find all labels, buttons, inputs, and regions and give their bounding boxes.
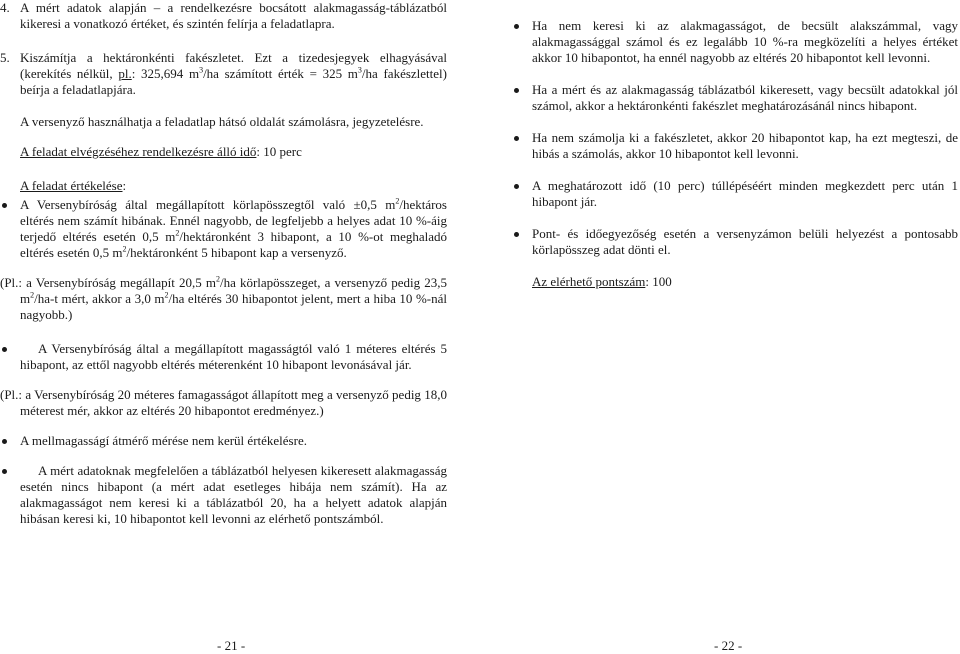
right-page xyxy=(512,0,958,290)
time-line xyxy=(0,144,447,160)
sup-2: 2 xyxy=(215,274,220,284)
time-value: : 10 perc xyxy=(256,144,302,159)
time-label: A feladat elvégzéséhez rendelkezésre álló idő xyxy=(20,144,257,159)
sup-3: 3 xyxy=(199,65,204,75)
item-5-text-d: /ha fakészlettel) beírja a feladatlapjára. xyxy=(20,66,447,97)
left-bullet-3: A mellmagasságí átmérő mérése nem kerül értékelésre. xyxy=(0,433,447,449)
sup-2: 2 xyxy=(395,196,400,206)
item-5 xyxy=(0,50,447,98)
item-5-text-c: /ha számított érték = 325 m xyxy=(203,66,358,81)
item-5-pl: pl. xyxy=(118,66,132,81)
sup-2: 2 xyxy=(30,290,35,300)
eval-heading-text: A feladat értékelése xyxy=(20,178,123,193)
sup-2: 2 xyxy=(164,290,169,300)
note: A versenyző használhatja a feladatlap hátsó oldalát számolásra, jegyzetelésre. xyxy=(20,114,424,129)
sup-2: 2 xyxy=(122,244,127,254)
right-bullet-2: Ha a mért és az alakmagasság táblázatból kikeresett, vagy becsült adatokkal jól számol, akkor a hektáronkénti fakészlet meghatározásánál nincs hibapont. xyxy=(512,82,958,114)
b1-d: /hektáronként 5 hibapont kap a versenyző. xyxy=(126,245,347,260)
ex1-c: /ha-t mért, akkor a 3,0 m xyxy=(34,291,165,306)
left-bullet-4: A mért adatoknak megfelelően a táblázatból helyesen kikeresett alakmagasság esetén nincs hibapont (a mért adat esetleges hibája nem számít). Ha az alakmagasságot nem keresi ki a táblázatból 20, ha a helyett adatok alapján hibásan keresi ki, 10 hibapontot kell levonni az elérhető pontszámból. xyxy=(0,463,447,527)
item-4-number: 4. xyxy=(0,0,10,15)
item-5-text-b: : 325,694 m xyxy=(131,66,200,81)
sup-3: 3 xyxy=(357,65,362,75)
b1-c: /hektáronként 3 hibapont, a 10 %-ot meghaladó eltérés esetén 0,5 m xyxy=(20,229,448,260)
ex1-a: (Pl.: a Versenybíróság megállapít 20,5 m xyxy=(0,275,216,290)
left-bullet-2: A Versenybíróság által a megállapított magasságtól való 1 méteres eltérés 5 hibapont, az ettől nagyobb eltérés méterenként 10 hibapont levonásával jár. xyxy=(0,341,447,373)
item-4-text: A mért adatok alapján – a rendelkezésre bocsátott alakmagasság-táblázatból kikeresi a vonatkozó értéket, és szintén felírja a feladatlapra. xyxy=(20,0,447,31)
page-number-right: - 22 - xyxy=(714,638,743,653)
example-1 xyxy=(0,275,447,323)
eval-heading xyxy=(0,178,447,194)
right-bullet-5: Pont- és időegyezőség esetén a versenyzámon belüli helyezést a pontosabb körlapösszeg adat dönti el. xyxy=(512,226,958,258)
right-bullet-4: A meghatározott idő (10 perc) túllépéséért minden megkezdett perc után 1 hibapont jár. xyxy=(512,178,958,210)
right-bullet-1: Ha nem keresi ki az alakmagasságot, de becsült alakszámmal, vagy alakmagassággal számol és ez legalább 10 %-ra megközelíti a helyes értéket akkor 10 hibapontot, ha ennél nagyobb az eltérés 20 hibapontot kell levonni. xyxy=(512,18,958,66)
sup-2: 2 xyxy=(175,228,180,238)
left-bullet-1 xyxy=(0,197,447,261)
b1-a: A Versenybíróság által megállapított körlapösszegtől való ±0,5 m xyxy=(20,197,396,212)
item-5-text: Kiszámítja a hektáronkénti fakészletet. Ezt a tizedesjegyek elhagyásával (kerekítés nélkül, xyxy=(20,50,447,81)
points-line xyxy=(512,274,958,290)
ex1-d: /ha eltérés 30 hibapontot jelent, mert a hiba 10 %-nál nagyobb.) xyxy=(20,291,447,322)
right-bullet-3: Ha nem számolja ki a fakészletet, akkor 20 hibapontot kap, ha ezt megteszi, de hibás a számolás, akkor 10 hibapontot kell levonni. xyxy=(512,130,958,162)
points-value: : 100 xyxy=(645,274,672,289)
eval-heading-colon: : xyxy=(122,178,127,193)
example-2: (Pl.: a Versenybíróság 20 méteres famagasságot állapított meg a versenyző pedig 18,0 méterest mér, akkor az eltérés 20 hibapontot eredményez.) xyxy=(0,387,447,418)
page-number-left: - 21 - xyxy=(217,638,246,653)
left-page xyxy=(0,0,447,527)
item-4 xyxy=(0,0,447,32)
ex1-b: /ha körlapösszeget, a versenyző pedig 23,5 m xyxy=(20,275,447,306)
b1-b: /hektáros eltérés nem számít hibának. Ennél nagyobb, de legfeljebb a helyes adat 10 %-áig terjedő eltérés esetén 0,5 m xyxy=(20,197,447,244)
item-5-number: 5. xyxy=(0,50,10,65)
points-label: Az elérhető pontszám xyxy=(532,274,646,289)
